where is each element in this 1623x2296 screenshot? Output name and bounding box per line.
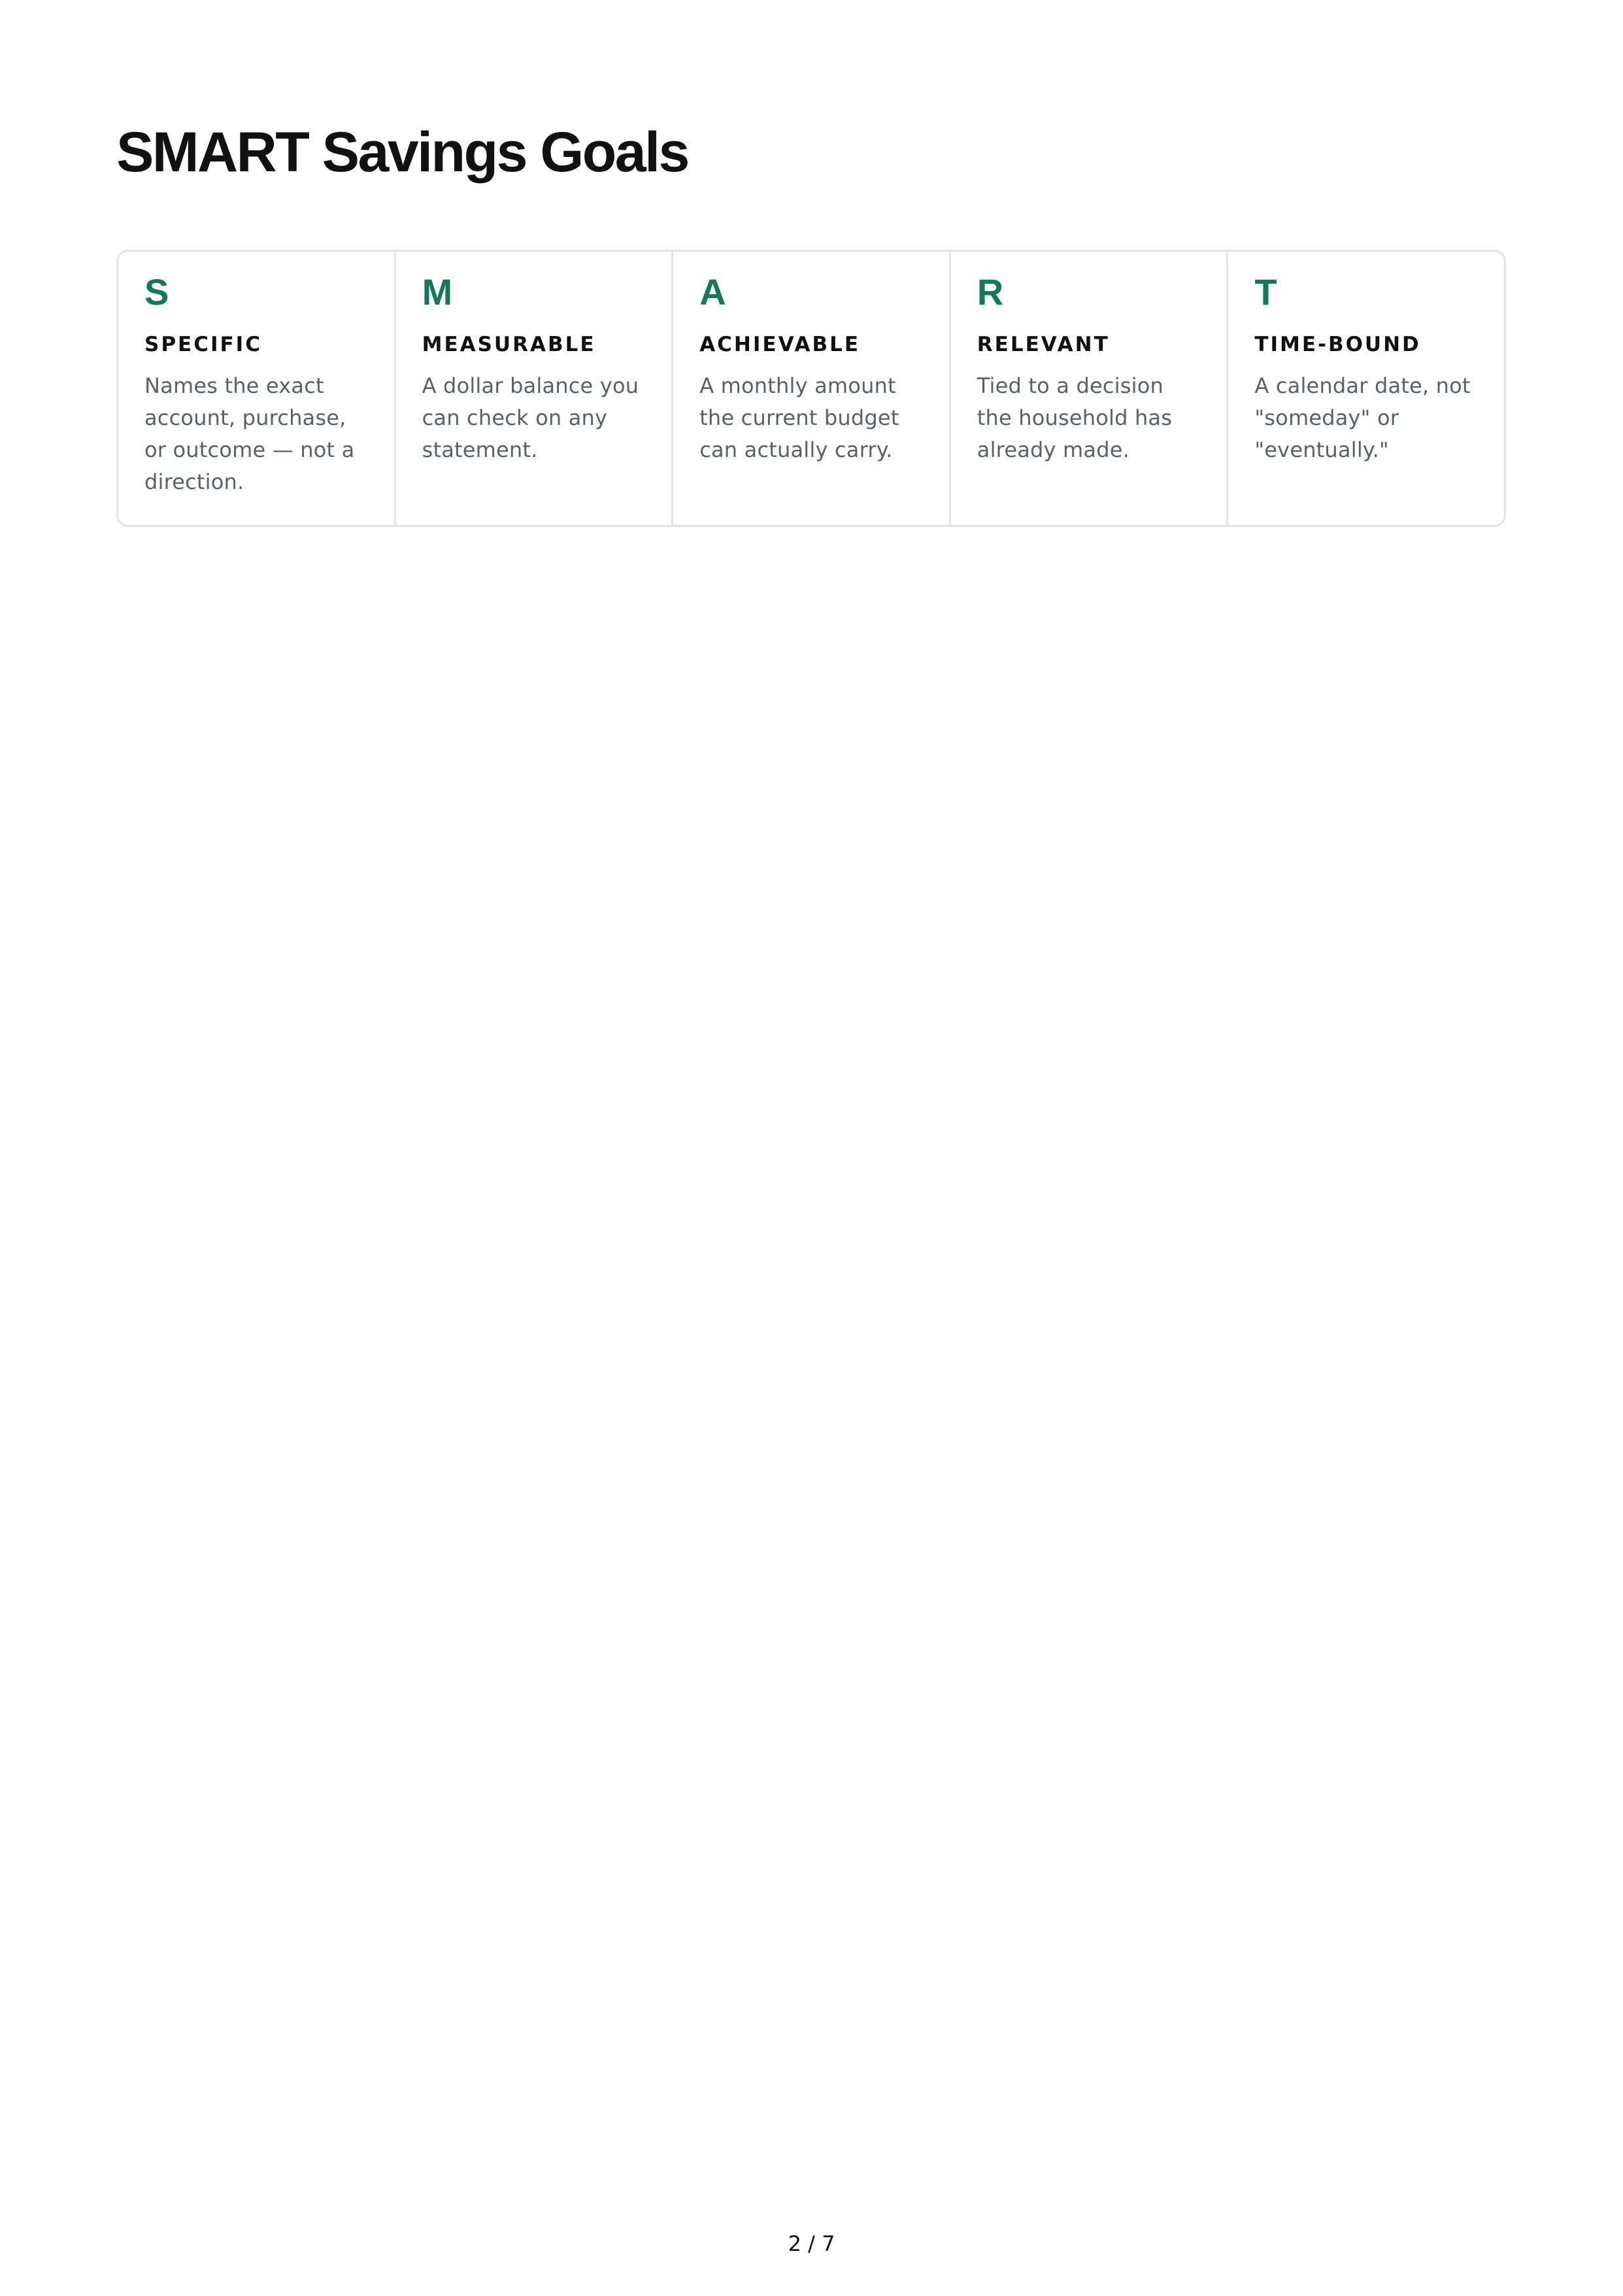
smart-description: A dollar balance you can check on any statement.	[422, 373, 639, 463]
page-number: 2 / 7	[788, 2231, 835, 2256]
smart-description: Names the exact account, purchase, or outcome — not a direction.	[144, 373, 355, 495]
smart-term: RELEVANT	[977, 333, 1110, 356]
smart-description: A calendar date, not "someday" or "eventually."	[1254, 373, 1471, 463]
smart-card-achievable	[673, 252, 951, 525]
smart-letter: T	[1254, 271, 1277, 312]
smart-card-specific	[118, 252, 396, 525]
smart-card-time-bound	[1228, 252, 1504, 525]
smart-card-relevant	[951, 252, 1229, 525]
smart-criteria-grid	[116, 250, 1506, 527]
smart-card-measurable	[396, 252, 674, 525]
smart-letter: M	[422, 271, 453, 312]
page-title: SMART Savings Goals	[116, 121, 688, 184]
smart-term: TIME-BOUND	[1254, 333, 1421, 356]
smart-description: A monthly amount the current budget can actually carry.	[699, 373, 899, 463]
smart-letter: R	[977, 271, 1004, 312]
smart-term: ACHIEVABLE	[699, 333, 861, 356]
smart-term: MEASURABLE	[422, 333, 596, 356]
smart-description: Tied to a decision the household has already made.	[977, 373, 1173, 463]
smart-letter: S	[144, 271, 169, 312]
smart-letter: A	[699, 271, 726, 312]
smart-term: SPECIFIC	[144, 333, 262, 356]
